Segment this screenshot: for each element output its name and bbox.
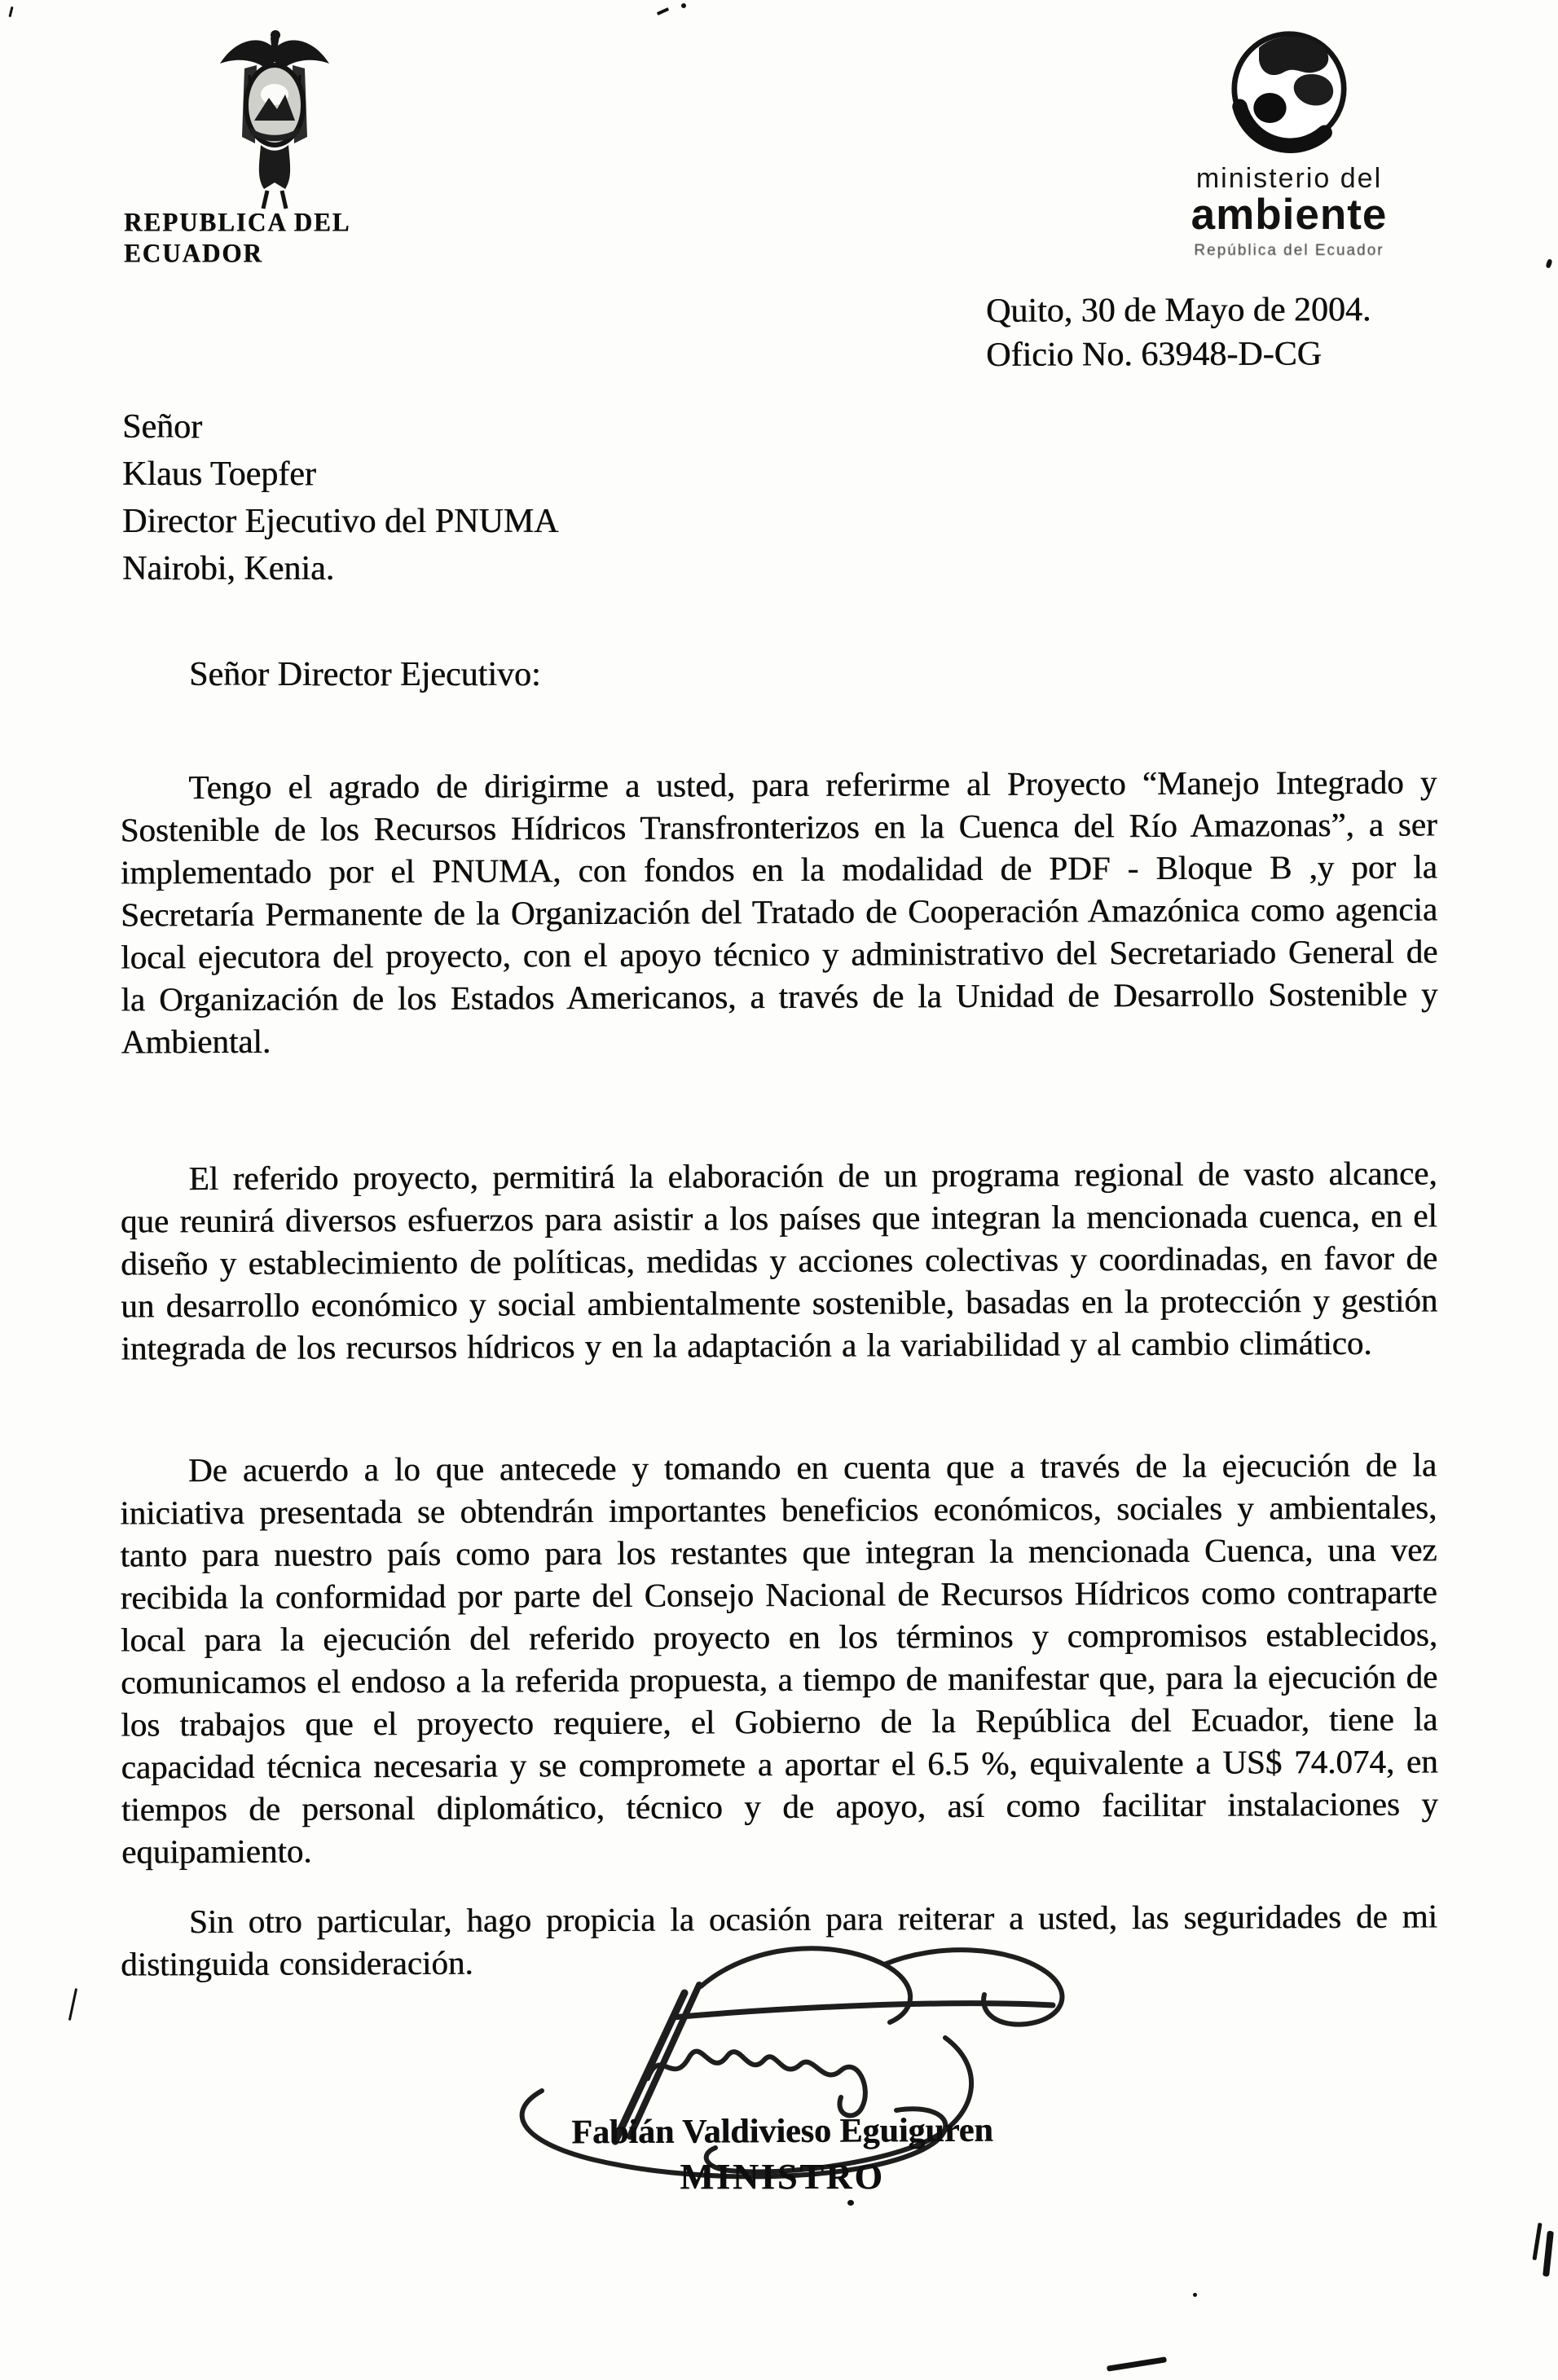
scan-noise-speck [1545, 258, 1552, 268]
scan-noise-speck [68, 1988, 77, 2021]
recipient-line: Director Ejecutivo del PNUMA [122, 503, 559, 540]
ministry-globe-icon [1215, 24, 1363, 161]
ministry-letterhead [1151, 24, 1428, 260]
signer-title: MINISTRO [680, 2157, 885, 2197]
scan-noise-speck [1193, 2293, 1197, 2297]
scan-noise-speck [1543, 2231, 1554, 2277]
recipient-line: Nairobi, Kenia. [122, 550, 335, 587]
ministry-name-line1: ministerio del [1195, 163, 1383, 194]
ministry-name-line2: ambiente [1191, 191, 1388, 239]
scan-noise-speck [1107, 2356, 1167, 2371]
recipient-line: Señor [122, 408, 202, 446]
body-paragraph-2: El referido proyecto, permitirá la elaboración de un programa regional de vasto alcance, que reunirá diversos esfuerzos para asistir a los países que integran la mencionada cuenca, en el diseño y establecimiento de políticas, medidas y acciones colectivas y coordinadas, en favor de un desarrollo económico y social ambientalmente sostenible, basadas en la protección y gestión integrada de los recursos hídricos y en la adaptación a la variabilidad y al cambio climático. [120, 1154, 1438, 1367]
salutation: Señor Director Ejecutivo: [189, 656, 541, 693]
scan-noise-speck [1532, 2223, 1542, 2260]
place-date-line: Quito, 30 de Mayo de 2004. [985, 291, 1371, 330]
scan-noise-speck [657, 7, 669, 15]
scan-noise-speck [847, 2200, 854, 2206]
date-reference-block [986, 288, 1371, 377]
scan-noise-speck [681, 3, 686, 8]
body-paragraph-4: Sin otro particular, hago propicia la ocasión para reiterar a usted, las seguridades de mi distinguida consideración. [121, 1897, 1437, 1983]
scan-noise-speck [8, 7, 13, 17]
body-paragraph-1: Tengo el agrado de dirigirme a usted, para referirme al Proyecto “Manejo Integrado y Sostenible de los Recursos Hídricos Transfronterizos en la Cuenca del Río Amazonas”, a ser implementado por el PNUMA, con fondos en la modalidad de PDF - Bloque B ,y por la Secretaría Permanente de la Organización del Tratado de Cooperación Amazónica como agencia local ejecutora del proyecto, con el apoyo técnico y administrativo del Secretariado General de la Organización de los Estados Americanos, a través de la Unidad de Desarrollo Sostenible y Ambiental. [120, 763, 1438, 1061]
reference-line: Oficio No. 63948-D-CG [986, 335, 1322, 374]
body-paragraph-3: De acuerdo a lo que antecede y tomando en cuenta que a través de la ejecución de la iniciativa presentada se obtendrán importantes beneficios económicos, sociales y ambientales, tanto para nuestro país como para los restantes que integran la mencionada Cuenca, una vez recibida la conformidad por parte del Consejo Nacional de Recursos Hídricos como contraparte local para la ejecución del referido proyecto en los términos y compromisos establecidos, comunicamos el endoso a la referida propuesta, a tiempo de manifestar que, para la ejecución de los trabajos que el proyecto requiere, el Gobierno de la República del Ecuador, tiene la capacidad técnica necesaria y se compromete a aportar el 6.5 %, equivalente a US$ 74.074, en tiempos de personal diplomático, técnico y de apoyo, así como facilitar instalaciones y equipamiento. [120, 1445, 1438, 1871]
recipient-line: Klaus Toepfer [122, 455, 316, 493]
ministry-subtitle: República del Ecuador [1194, 242, 1384, 259]
ecuador-coat-of-arms-icon [213, 21, 336, 213]
republic-label: REPUBLICA DEL ECUADOR [124, 206, 350, 269]
recipient-block [122, 403, 558, 592]
signer-name: Fabián Valdivieso Eguiguren [571, 2111, 993, 2152]
